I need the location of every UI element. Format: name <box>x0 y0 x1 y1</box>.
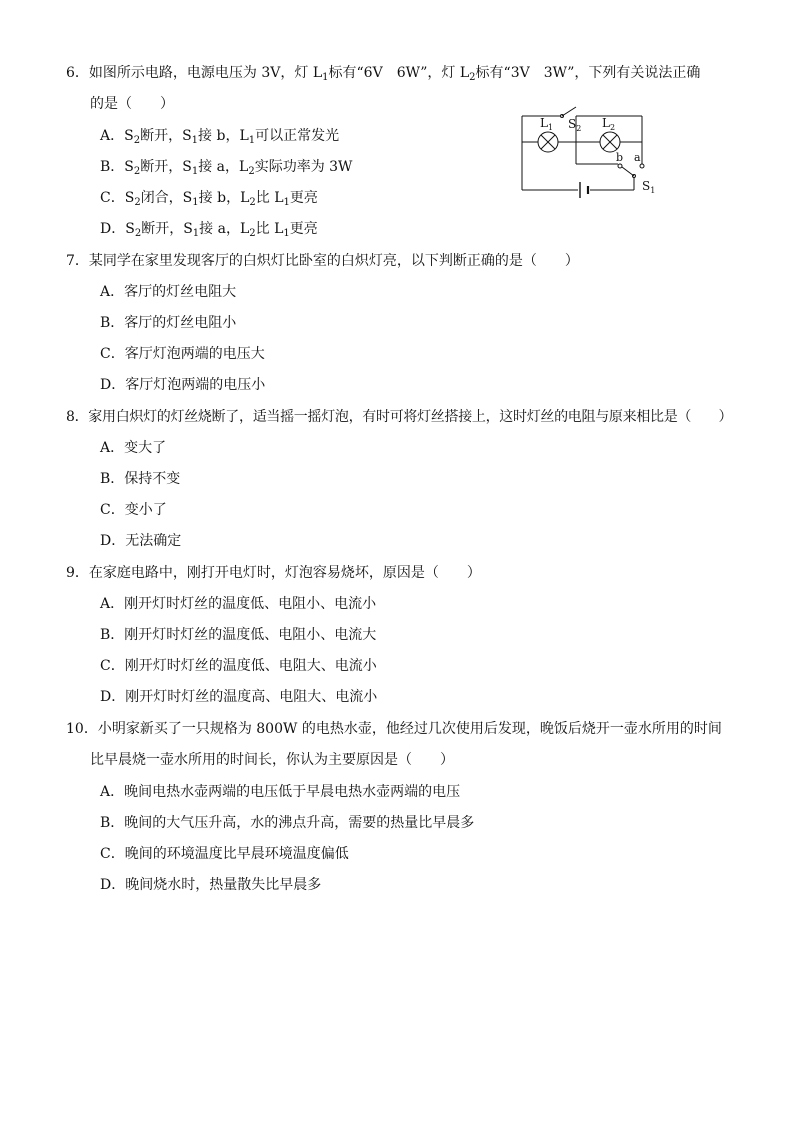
label-s1: $S_1$ <box>642 179 656 195</box>
text: 闭合，S <box>140 190 193 206</box>
q9-stem: 9．在家庭电路中，刚打开电灯时，灯泡容易烧坏，原因是（ ） <box>66 565 481 581</box>
q7-option-a[interactable]: A．客厅的灯丝电阻大 <box>100 284 237 300</box>
text: 断开，S <box>140 128 192 144</box>
q10-stem-line2: 比早晨烧一壶水所用的时间长，你认为主要原因是（ ） <box>90 752 454 768</box>
text: 比 L <box>255 190 284 206</box>
q7-option-d[interactable]: D．客厅灯泡两端的电压小 <box>100 377 266 393</box>
subscript: 1 <box>191 135 199 146</box>
q6-stem-part: 标有“3V 3W”，下列有关说法正确 <box>475 65 701 81</box>
label-b: b <box>616 151 624 164</box>
q9-option-a[interactable]: A．刚开灯时灯丝的温度低、电阻小、电流小 <box>100 596 377 612</box>
q10-option-b[interactable]: B．晚间的大气压升高，水的沸点升高，需要的热量比早晨多 <box>100 815 475 831</box>
q6-stem <box>66 64 700 82</box>
subscript: 1 <box>192 197 199 208</box>
q6-option-a[interactable] <box>100 127 339 145</box>
circuit-diagram <box>510 104 670 204</box>
q6-number: 6． <box>66 65 89 81</box>
q7-option-b[interactable]: B．客厅的灯丝电阻小 <box>100 315 237 331</box>
q8-option-b[interactable]: B．保持不变 <box>100 471 181 487</box>
q9-option-c[interactable]: C．刚开灯时灯丝的温度低、电阻大、电流小 <box>100 658 377 674</box>
text: 更亮 <box>289 190 318 206</box>
q9-option-d[interactable]: D．刚开灯时灯丝的温度高、电阻大、电流小 <box>100 689 378 705</box>
text: 断开，S <box>140 159 192 175</box>
q6-option-b[interactable] <box>100 158 352 176</box>
q8-option-a[interactable]: A．变大了 <box>100 440 167 456</box>
text: 接 b，L <box>198 190 250 206</box>
subscript: 1 <box>248 135 256 146</box>
q6-option-d[interactable] <box>100 220 318 238</box>
q10-option-d[interactable]: D．晚间烧水时，热量散失比早晨多 <box>100 877 322 893</box>
subscript: 2 <box>133 166 141 177</box>
q8-stem: 8．家用白炽灯的灯丝烧断了，适当摇一摇灯泡，有时可将灯丝搭接上，这时灯丝的电阻与原来相比是（ ） <box>66 409 733 425</box>
contact-a <box>640 164 644 168</box>
q8-option-d[interactable]: D．无法确定 <box>100 533 182 549</box>
q6-option-c[interactable] <box>100 189 318 207</box>
q7-stem: 7．某同学在家里发现客厅的白炽灯比卧室的白炽灯亮，以下判断正确的是（ ） <box>66 253 579 269</box>
text: A．S <box>100 128 134 144</box>
q10-option-a[interactable]: A．晚间电热水壶两端的电压低于早晨电热水壶两端的电压 <box>100 784 461 800</box>
q8-option-c[interactable]: C．变小了 <box>100 502 167 518</box>
text: 实际功率为 3W <box>254 159 353 175</box>
label-s2: $S_2$ <box>568 117 582 133</box>
subscript: 1 <box>283 197 290 208</box>
subscript: 2 <box>469 72 476 83</box>
subscript: 2 <box>134 228 142 239</box>
q6-stem-part: 如图所示电路，电源电压为 3V，灯 L <box>88 65 323 81</box>
label-a: a <box>634 151 641 164</box>
subscript: 2 <box>249 197 256 208</box>
subscript: 1 <box>283 228 290 239</box>
text: 更亮 <box>289 221 318 237</box>
q10-stem: 10．小明家新买了一只规格为 800W 的电热水壶，他经过几次使用后发现，晚饭后烧开一壶水所用的时间 <box>66 721 722 737</box>
text: 断开，S <box>141 221 193 237</box>
text: 可以正常发光 <box>255 128 340 144</box>
text: 比 L <box>255 221 284 237</box>
q9-option-b[interactable]: B．刚开灯时灯丝的温度低、电阻小、电流大 <box>100 627 377 643</box>
label-l2: $L_2$ <box>602 116 616 132</box>
subscript: 2 <box>134 197 141 208</box>
subscript: 2 <box>249 228 256 239</box>
q6-stem-part: 标有“6V 6W”，灯 L <box>328 65 470 81</box>
text: 接 b，L <box>198 128 249 144</box>
text: D．S <box>100 221 135 237</box>
switch-s2-lever <box>562 107 576 116</box>
q6-stem-line2: 的是（ ） <box>90 96 174 112</box>
text: C．S <box>100 190 135 206</box>
subscript: 2 <box>133 135 141 146</box>
contact-b <box>618 164 622 168</box>
label-l1: $L_1$ <box>540 116 554 132</box>
subscript: 1 <box>191 166 199 177</box>
switch-s1-lever <box>622 167 634 176</box>
text: 接 a，L <box>199 221 250 237</box>
text: B．S <box>100 159 134 175</box>
subscript: 2 <box>248 166 255 177</box>
text: 接 a，L <box>198 159 249 175</box>
subscript: 1 <box>322 72 329 83</box>
subscript: 1 <box>192 228 200 239</box>
q10-option-c[interactable]: C．晚间的环境温度比早晨环境温度偏低 <box>100 846 349 862</box>
q7-option-c[interactable]: C．客厅灯泡两端的电压大 <box>100 346 265 362</box>
